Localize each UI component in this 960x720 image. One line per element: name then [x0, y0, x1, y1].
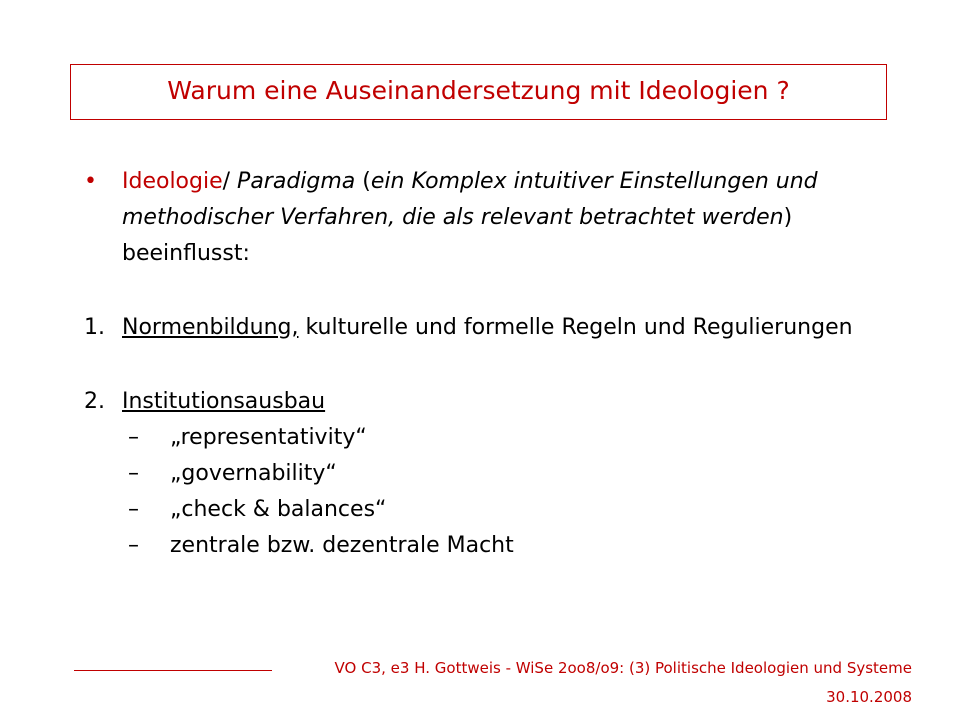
footer-date: 30.10.2008 [826, 688, 912, 706]
bullet-closing: ) beeinflusst: [122, 205, 793, 266]
paradigma-term: Paradigma [237, 169, 356, 194]
footer-text: VO C3, e3 H. Gottweis - WiSe 2oo8/o9: (3) Politische Ideologien und Systeme [334, 659, 912, 677]
sub-item-text: zentrale bzw. dezentrale Macht [170, 533, 514, 558]
sub-item-text: „governability“ [170, 461, 337, 486]
footer-divider [74, 670, 272, 671]
item-number: 1. [84, 315, 105, 340]
item-number: 2. [84, 389, 105, 414]
slide-title: Warum eine Auseinandersetzung mit Ideologien ? [167, 76, 790, 105]
sub-item-text: „check & balances“ [170, 497, 387, 522]
bullet-item [84, 164, 904, 272]
slash: / [222, 169, 238, 194]
item-rest: kulturelle und formelle Regeln und Regulierungen [298, 315, 853, 340]
numbered-item-2 [84, 384, 904, 420]
item-underlined: Normenbildung, [122, 315, 299, 340]
sub-item [84, 492, 904, 528]
sub-item [84, 456, 904, 492]
sub-item [84, 420, 904, 456]
sub-item-text: „representativity“ [170, 425, 367, 450]
bullet-marker: • [84, 169, 97, 194]
paren-open: ( [355, 169, 371, 194]
ideologie-term: Ideologie [122, 169, 223, 194]
numbered-item-1 [84, 310, 904, 346]
sub-dash: – [128, 461, 139, 486]
sub-item [84, 528, 904, 564]
sub-dash: – [128, 425, 139, 450]
sub-dash: – [128, 497, 139, 522]
paradigma-definition: ein Komplex intuitiver Einstellungen und methodischer Verfahren, die als relevant betrachtet werden [122, 169, 818, 230]
sub-dash: – [128, 533, 139, 558]
title-box [70, 64, 887, 120]
item-underlined: Institutionsausbau [122, 389, 326, 414]
slide-body [84, 164, 904, 564]
